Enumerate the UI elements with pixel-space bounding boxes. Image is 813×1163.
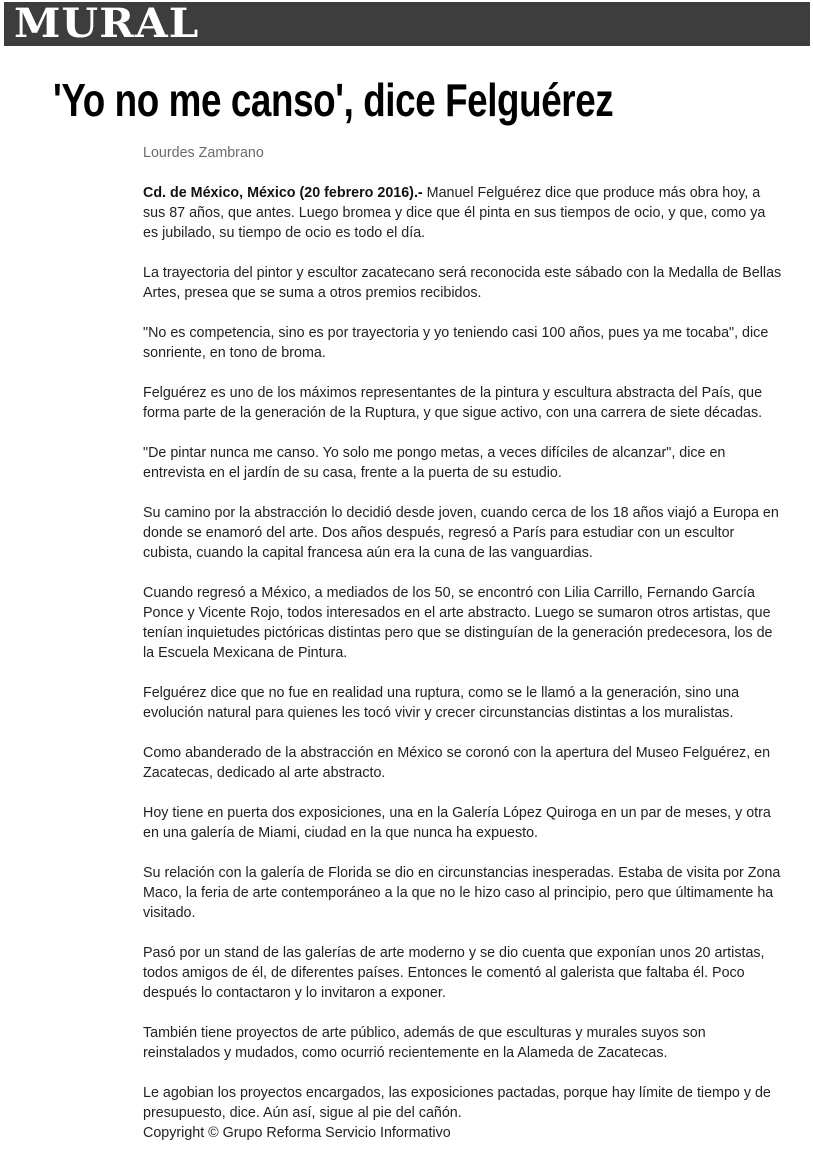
article-paragraph: Su camino por la abstracción lo decidió desde joven, cuando cerca de los 18 años viajó a Europa en donde se enamoró del arte. Dos años después, regresó a París para estudiar con un escultor cubista, cuando la capital francesa aún era la cuna de las vanguardias. [143, 505, 779, 561]
article-body [143, 143, 783, 1163]
article-paragraph: Pasó por un stand de las galerías de arte moderno y se dio cuenta que exponían unos 20 artistas, todos amigos de él, de diferentes países. Entonces le comentó al galerista que faltaba él. Poco después lo contactaron y lo invitaron a exponer. [143, 945, 765, 1001]
article-paragraph: Como abanderado de la abstracción en México se coronó con la apertura del Museo Felguérez, en Zacatecas, dedicado al arte abstracto. [143, 745, 771, 781]
article-paragraph: Felguérez dice que no fue en realidad una ruptura, como se le llamó a la generación, sino una evolución natural para quienes les tocó vivir y crecer circunstancias distintas a los muralistas. [143, 685, 740, 721]
author-byline: Lourdes Zambrano [143, 145, 264, 161]
copyright-notice: Copyright © Grupo Reforma Servicio Informativo [143, 1125, 451, 1141]
article-paragraph: Su relación con la galería de Florida se dio en circunstancias inesperadas. Estaba de visita por Zona Maco, la feria de arte contemporáneo a la que no le hizo caso al principio, pero que últimamente ha visitado. [143, 865, 781, 921]
article-paragraph: "No es competencia, sino es por trayectoria y yo teniendo casi 100 años, pues ya me tocaba", dice sonriente, en tono de broma. [143, 325, 769, 361]
article-paragraph: Cuando regresó a México, a mediados de los 50, se encontró con Lilia Carrillo, Fernando García Ponce y Vicente Rojo, todos interesados en el arte abstracto. Luego se sumaron otros artistas, que tenían inquietudes pictóricas distintas pero que se distinguían de la generación predecesora, los de la Escuela Mexicana de Pintura. [143, 585, 773, 661]
article-headline: 'Yo no me canso', dice Felguérez [53, 74, 614, 126]
newspaper-logo: MURAL [14, 0, 200, 47]
article-paragraph: "De pintar nunca me canso. Yo solo me pongo metas, a veces difíciles de alcanzar", dice en entrevista en el jardín de su casa, frente a la puerta de su estudio. [143, 445, 726, 481]
dateline: Cd. de México, México (20 febrero 2016).- [143, 185, 423, 201]
lead-paragraph [143, 183, 783, 243]
article-paragraph: La trayectoria del pintor y escultor zacatecano será reconocida este sábado con la Medalla de Bellas Artes, presea que se suma a otros premios recibidos. [143, 265, 782, 301]
lead-text: Manuel Felguérez dice que produce más obra hoy, a sus 87 años, que antes. Luego bromea y dice que él pinta en sus tiempos de ocio, y que, como ya es jubilado, su tiempo de ocio es todo el día. [143, 185, 766, 241]
article-paragraph: Le agobian los proyectos encargados, las exposiciones pactadas, porque hay límite de tiempo y de presupuesto, dice. Aún así, sigue al pie del cañón. [143, 1085, 771, 1121]
article-paragraph: Felguérez es uno de los máximos representantes de la pintura y escultura abstracta del País, que forma parte de la generación de la Ruptura, y que sigue activo, con una carrera de siete décadas. [143, 385, 763, 421]
article-paragraph: Hoy tiene en puerta dos exposiciones, una en la Galería López Quiroga en un par de meses, y otra en una galería de Miami, ciudad en la que nunca ha expuesto. [143, 805, 771, 841]
article-paragraph: También tiene proyectos de arte público, además de que esculturas y murales suyos son reinstalados y mudados, como ocurrió recientemente en la Alameda de Zacatecas. [143, 1025, 706, 1061]
masthead [4, 2, 810, 46]
